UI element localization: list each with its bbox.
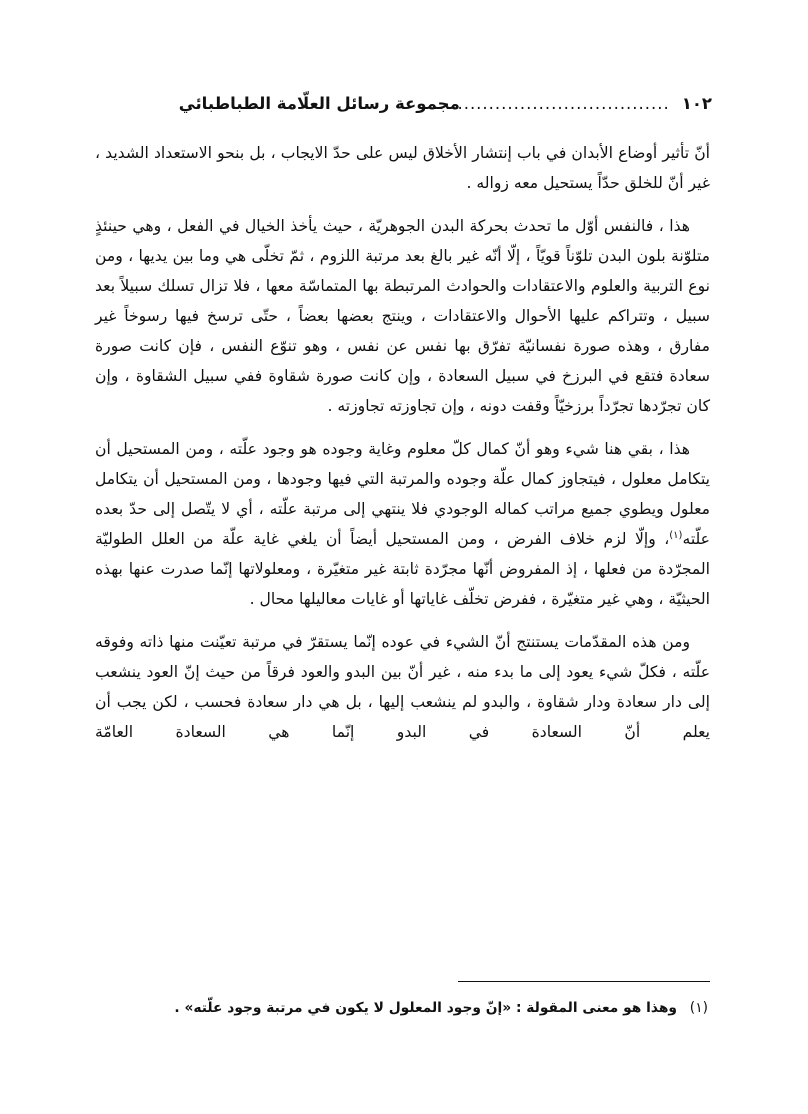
running-header bbox=[96, 94, 712, 124]
footnote-divider bbox=[458, 981, 710, 982]
paragraph-2: هذا ، فالنفس أوّل ما تحدث بحركة البدن الجوهريّة ، حيث يأخذ الخيال في الفعل ، وهي حينئذٍ متلوّنة بلون البدن تلوّناً قويّاً ، إلّا أنّه غير بالغ بعد مرتبة اللزوم ، ثمّ تخلّى هي وما بين يديها ، ومن نوع التربية والعلوم والاعتقادات والحوادث المرتبطة بها المتماسّة معها ، فلا تزال تسلك سبيلاً بعد سبيل ، وتتراكم عليها الأحوال والاعتقادات ، وينتج بعضها بعضاً ، حتّى ترسخ فيها رسوخاً غير مفارق ، وهذه صورة نفسانيّة تفرّق بها نفس عن نفس ، وهو تنوّع النفس ، فإن كانت صورة سعادة فتقع في البرزخ في سبيل السعادة ، وإن كانت صورة شقاوة ففي سبيل الشقاوة ، وإن كان تجرّدها تجرّداً برزخيّاً وقفت دونه ، وإن تجاوزته تجاوزته . bbox=[95, 217, 710, 415]
footnote-mark: (١) bbox=[689, 1000, 708, 1016]
book-title: مجموعة رسائل العلّامة الطباطبائي bbox=[178, 94, 460, 113]
paragraph-3-part-1: هذا ، بقي هنا شيء وهو أنّ كمال كلّ معلوم وغاية وجوده هو وجود علّته ، ومن المستحيل أن يتكامل معلول ، فيتجاوز كمال علّة وجوده والمرتبة التي فيها وجودها ، ومن المستحيل أن يتكامل معلول ويطوي جميع مراتب كماله الوجودي فلا ينتهي إلى مرتبة علّته ، أي لا يتّصل إلى حدّ بعده علّته bbox=[95, 440, 710, 548]
header-leader-dots: ...................................... bbox=[432, 94, 670, 113]
footnote-reference[interactable]: (١) bbox=[669, 529, 683, 541]
paragraph-3-part-2: ، وإلّا لزم خلاف الفرض ، ومن المستحيل أيضاً أن يلغي غاية علّة من العلل الطوليّة المجرّدة من فعلها ، إذ المفروض أنّها مجرّدة ثابتة غير متغيّرة ، ومعلولاتها إنّما صدرت عنها بهذه الحيثيّة ، وهي غير متغيّرة ، ففرض تخلّف غاياتها أو غايات معاليلها محال . bbox=[95, 530, 710, 608]
footnote bbox=[95, 995, 708, 1021]
paragraph-4: ومن هذه المقدّمات يستنتج أنّ الشيء في عوده إنّما يستقرّ في مرتبة تعيّنت منها ذاته وفوقه علّته ، فكلّ شيء يعود إلى ما بدء منه ، غير أنّ بين البدو والعود فرقاً من حيث إنّ العود ينشعب إلى دار سعادة ودار شقاوة ، والبدو لم ينشعب إليها ، بل هي دار سعادة فحسب ، لكن يجب أن يعلم أنّ السعادة في البدو إنّما هي السعادة العامّة bbox=[95, 633, 710, 741]
main-text bbox=[95, 138, 710, 760]
footnote-text: وهذا هو معنى المقولة : «إنّ وجود المعلول لا يكون في مرتبة وجود علّته» . bbox=[174, 1000, 677, 1016]
paragraph-1: أنّ تأثير أوضاع الأبدان في باب إنتشار الأخلاق ليس على حدّ الايجاب ، بل بنحو الاستعداد الشديد ، غير أنّ للخلق حدّاً يستحيل معه زواله . bbox=[95, 144, 710, 192]
paragraph-3 bbox=[95, 434, 710, 614]
page-number: ١٠٢ bbox=[681, 94, 712, 113]
